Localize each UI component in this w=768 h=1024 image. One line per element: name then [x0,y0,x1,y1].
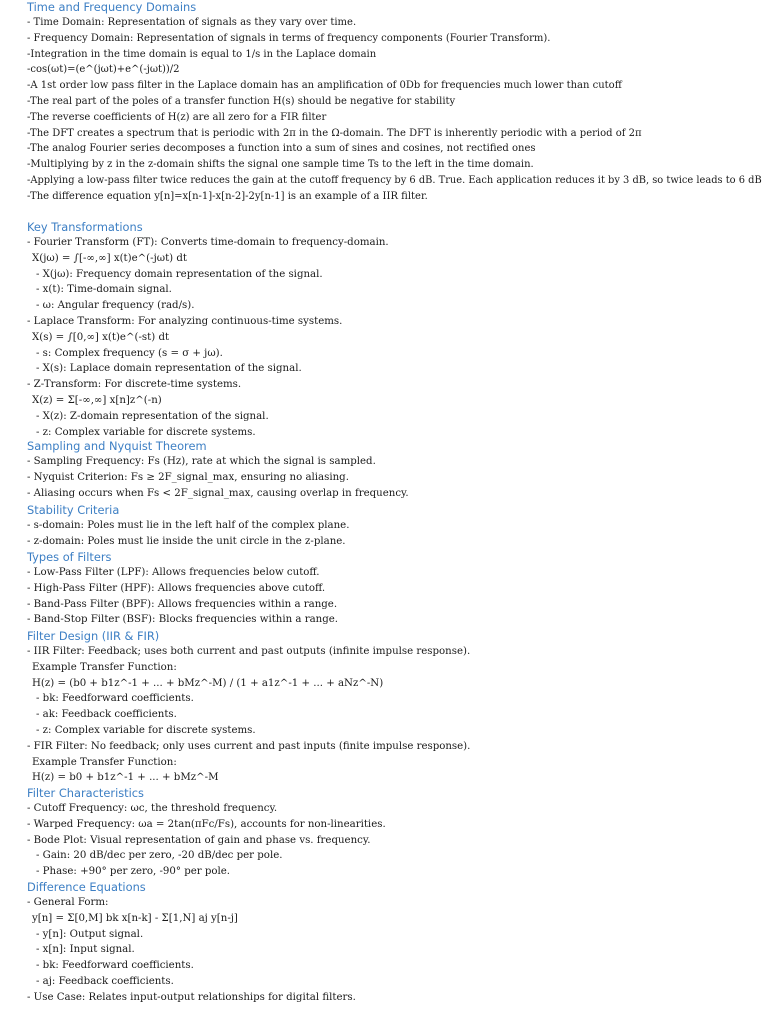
text-line: - z: Complex variable for discrete systems. [36,426,256,438]
text-line: H(z) = b0 + b1z^-1 + ... + bMz^-M [32,772,219,784]
text-line: - X(jω): Frequency domain representation of the signal. [36,268,323,280]
text-line: -Applying a low-pass filter twice reduces the gain at the cutoff frequency by 6 dB. True. Each application reduces it by 3 dB, so twice leads to 6 dB [27,175,762,186]
text-line: - s-domain: Poles must lie in the left half of the complex plane. [27,520,350,531]
text-line: - s: Complex frequency (s = σ + jω). [36,347,223,359]
text-line: X(z) = Σ[-∞,∞] x[n]z^(-n) [32,395,162,406]
text-line: - Laplace Transform: For analyzing continuous-time systems. [27,316,343,327]
text-line: -The analog Fourier series decomposes a function into a sum of sines and cosines, not rectified ones [27,143,536,155]
text-line: -Integration in the time domain is equal to 1/s in the Laplace domain [27,48,377,60]
section-heading: Stability Criteria [27,503,120,517]
section-heading: Filter Characteristics [27,786,144,800]
text-line: - Time Domain: Representation of signals as they vary over time. [27,17,357,28]
text-line: - Cutoff Frequency: ωc, the threshold frequency. [27,803,278,814]
text-line: - Sampling Frequency: Fs (Hz), rate at which the signal is sampled. [27,456,376,467]
text-line: - x(t): Time-domain signal. [36,284,172,296]
text-line: - Use Case: Relates input-output relationships for digital filters. [27,991,356,1003]
text-line: - X(s): Laplace domain representation of the signal. [36,363,302,375]
text-line: - Low-Pass Filter (LPF): Allows frequencies below cutoff. [27,567,320,578]
text-line: - Band-Pass Filter (BPF): Allows frequencies within a range. [27,598,338,610]
text-line: - bk: Feedforward coefficients. [36,693,194,705]
text-line: - Nyquist Criterion: Fs ≥ 2F_signal_max, ensuring no aliasing. [27,471,349,483]
text-line: - General Form: [27,897,109,908]
text-line: - Aliasing occurs when Fs < 2F_signal_max, causing overlap in frequency. [27,487,409,499]
text-line: - Frequency Domain: Representation of signals in terms of frequency components (Fourier Transform). [27,32,551,44]
section-heading: Filter Design (IIR & FIR) [27,629,160,643]
text-line: - X(z): Z-domain representation of the signal. [36,410,269,422]
text-line: - High-Pass Filter (HPF): Allows frequencies above cutoff. [27,582,326,594]
section-heading: Difference Equations [27,880,146,894]
text-line: - FIR Filter: No feedback; only uses current and past inputs (finite impulse response). [27,740,471,752]
text-line: X(s) = ∫[0,∞] x(t)e^(-st) dt [32,331,170,343]
text-line: - IIR Filter: Feedback; uses both current and past outputs (infinite impulse response). [27,646,471,657]
text-line: -The real part of the poles of a transfer function H(s) should be negative for stability [27,96,456,107]
text-line: -The difference equation y[n]=x[n-1]-x[n-2]-2y[n-1] is an example of a IIR filter. [27,190,428,202]
text-line: - Warped Frequency: ωa = 2tan(πFc/Fs), accounts for non-linearities. [27,818,386,830]
text-line: - z-domain: Poles must lie inside the unit circle in the z-plane. [27,535,346,547]
text-line: - x[n]: Input signal. [36,944,135,956]
section-heading: Time and Frequency Domains [27,0,197,14]
text-line: - ak: Feedback coefficients. [36,709,177,721]
text-line: -A 1st order low pass filter in the Laplace domain has an amplification of 0Db for frequencies much lower than cutoff [27,80,622,92]
text-line: - Gain: 20 dB/dec per zero, -20 dB/dec per pole. [36,850,283,862]
text-line: - ω: Angular frequency (rad/s). [36,300,195,312]
text-line: Example Transfer Function: [32,661,177,673]
text-line: - z: Complex variable for discrete systems. [36,725,256,736]
text-line: - Phase: +90° per zero, -90° per pole. [36,866,231,878]
text-line: -The reverse coefficients of H(z) are all zero for a FIR filter [27,111,327,123]
text-line: - Bode Plot: Visual representation of gain and phase vs. frequency. [27,834,371,846]
text-line: - aj: Feedback coefficients. [36,976,174,987]
text-line: -Multiplying by z in the z-domain shifts the signal one sample time Ts to the left in the time domain. [27,159,534,171]
text-line: Example Transfer Function: [32,756,177,768]
text-line: - Band-Stop Filter (BSF): Blocks frequencies within a range. [27,614,339,626]
text-line: -cos(ωt)=(e^(jωt)+e^(-jωt))/2 [27,64,180,76]
section-heading: Key Transformations [27,220,143,234]
text-line: y[n] = Σ[0,M] bk x[n-k] - Σ[1,N] aj y[n-j] [32,912,238,924]
text-line: -The DFT creates a spectrum that is periodic with 2π in the Ω-domain. The DFT is inherently periodic with a period of 2π [27,127,642,139]
text-line: - Z-Transform: For discrete-time systems. [27,379,242,391]
text-line: H(z) = (b0 + b1z^-1 + ... + bMz^-M) / (1 + a1z^-1 + ... + aNz^-N) [32,677,384,689]
text-line: - y[n]: Output signal. [36,928,144,940]
text-line: - Fourier Transform (FT): Converts time-domain to frequency-domain. [27,237,389,248]
text-line: X(jω) = ∫[-∞,∞] x(t)e^(-jωt) dt [32,252,187,264]
section-heading: Types of Filters [27,550,112,564]
text-line: - bk: Feedforward coefficients. [36,960,194,972]
section-heading: Sampling and Nyquist Theorem [27,439,207,453]
